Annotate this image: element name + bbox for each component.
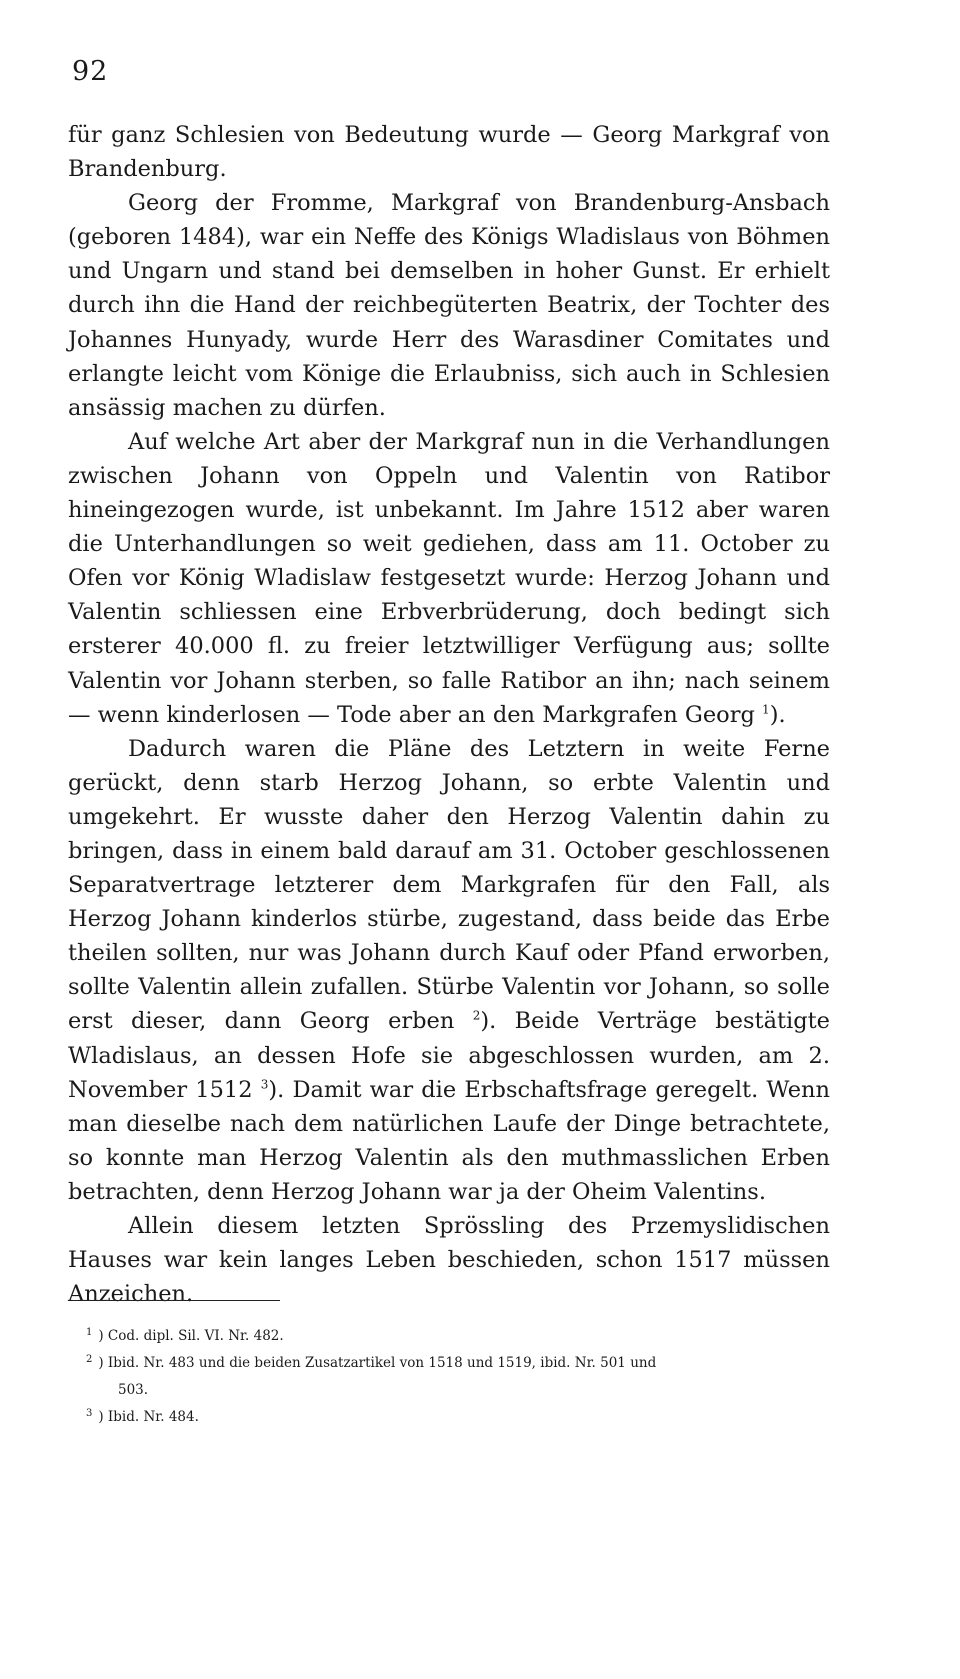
- footnote-mark: 2: [86, 1353, 93, 1365]
- paragraph-1: für ganz Schlesien von Bedeutung wurde — Georg Markgraf von Brandenburg.: [68, 122, 830, 183]
- footnote-separator: [72, 1300, 280, 1301]
- paragraph-4: [68, 732, 830, 1209]
- footnote-1: [86, 1323, 830, 1350]
- footnote-text: ) Ibid. Nr. 483 und die beiden Zusatzartikel von 1518 und 1519, ibid. Nr. 501 und: [98, 1355, 657, 1371]
- page-number: 92: [72, 56, 109, 87]
- paragraph-3-text-end: ).: [769, 701, 786, 728]
- paragraph-2: Georg der Fromme, Markgraf von Brandenburg-Ansbach (geboren 1484), war ein Neffe des Königs Wladislaus von Böhmen und Ungarn und stand bei demselben in hoher Gunst. Er erhielt durch ihn die Hand der reichbegüterten Beatrix, der Tochter des Johannes Hunyady, wurde Herr des Warasdiner Comitates und erlangte leicht vom Könige die Erlaubniss, sich auch in Schlesien ansässig machen zu dürfen.: [68, 190, 830, 421]
- footnote-text: ) Cod. dipl. Sil. VI. Nr. 482.: [98, 1328, 284, 1344]
- footnote-text: ) Ibid. Nr. 484.: [98, 1409, 199, 1425]
- footnote-3: [86, 1404, 830, 1431]
- paragraph-3: [68, 425, 830, 732]
- body-text: [68, 118, 830, 1311]
- footnote-2-continuation: 503.: [118, 1382, 149, 1398]
- footnote-reference-1: 1: [762, 702, 770, 717]
- paragraph-3-text: Auf welche Art aber der Markgraf nun in die Verhandlungen zwischen Johann von Oppeln und Valentin von Ratibor hineingezogen wurde, ist unbekannt. Im Jahre 1512 aber waren die Unterhandlungen so weit gediehen, dass am 11. October zu Ofen vor König Wladislaw festgesetzt wurde: Herzog Johann und Valentin schliessen eine Erbverbrüderung, doch bedingt sich ersterer 40.000 fl. zu freier letztwilliger Verfügung aus; sollte Valentin vor Johann sterben, so falle Ratibor an ihn; nach seinem — wenn kinderlosen — Tode aber an den Markgrafen Georg: [68, 428, 830, 728]
- footnote-reference-2: 2: [472, 1008, 481, 1023]
- footnote-mark: 3: [86, 1407, 93, 1419]
- paragraph-4-text-end: ). Damit war die Erbschaftsfrage geregelt. Wenn man dieselbe nach dem natürlichen Laufe der Dinge betrachtete, so konnte man Herzog Valentin als den muthmasslichen Erben betrachten, denn Herzog Johann war ja der Oheim Valentins.: [68, 1076, 830, 1205]
- paragraph-4-text: Dadurch waren die Pläne des Letztern in weite Ferne gerückt, denn starb Herzog Johann, so erbte Valentin und umgekehrt. Er wusste daher den Herzog Valentin dahin zu bringen, dass in einem bald darauf am 31. October geschlossenen Separatvertrage letzterer dem Markgrafen für den Fall, als Herzog Johann kinderlos stürbe, zugestand, dass beide das Erbe theilen sollten, nur was Johann durch Kauf oder Pfand erworben, sollte Valentin allein zufallen. Stürbe Valentin vor Johann, so solle erst dieser, dann Georg erben: [68, 735, 830, 1035]
- footnote-2: [86, 1350, 830, 1377]
- footnote-reference-3: 3: [260, 1077, 269, 1092]
- paragraph-5: Allein diesem letzten Sprössling des Przemyslidischen Hauses war kein langes Leben beschieden, schon 1517 müssen Anzeichen.: [68, 1213, 830, 1308]
- paragraph-4-text-middle: ). Beide Verträge bestätigte Wladislaus, an dessen Hofe sie abgeschlossen wurden, am 2. November 1512: [68, 1008, 830, 1103]
- footnotes: [86, 1323, 830, 1431]
- footnote-mark: 1: [86, 1326, 93, 1338]
